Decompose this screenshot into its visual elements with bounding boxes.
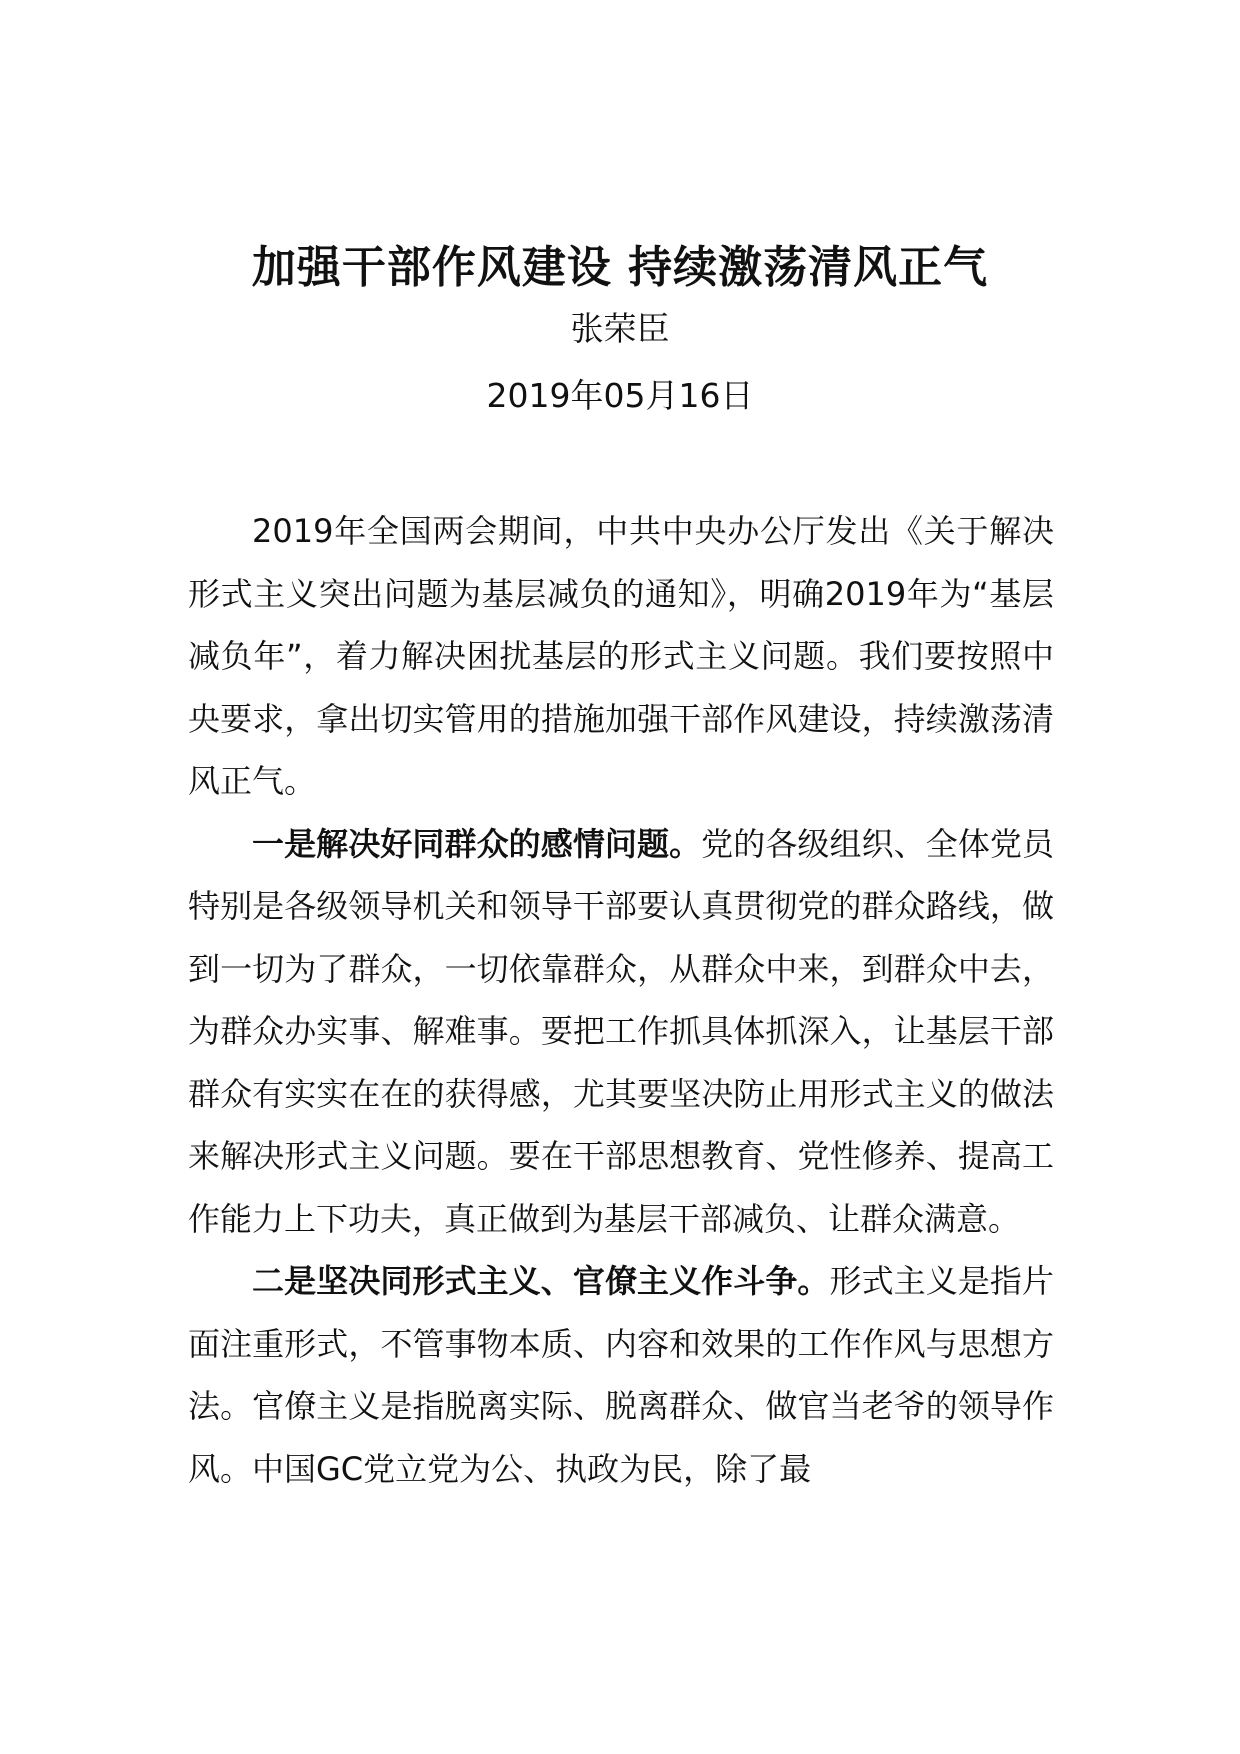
paragraph-1 bbox=[188, 500, 1054, 813]
paragraph-2-text: 党的各级组织、全体党员特别是各级领导机关和领导干部要认真贯彻党的群众路线，做到一切为了群众，一切依靠群众，从群众中来，到群众中去，为群众办实事、解难事。要把工作抓具体抓深入，让基层干部群众有实实在在的获得感，尤其要坚决防止用形式主义的做法来解决形式主义问题。要在干部思想教育、党性修养、提高工作能力上下功夫，真正做到为基层干部减负、让群众满意。 bbox=[188, 824, 1054, 1238]
document-body bbox=[188, 500, 1054, 1500]
paragraph-1-text: 2019年全国两会期间，中共中央办公厅发出《关于解决形式主义突出问题为基层减负的通知》，明确2019年为“基层减负年”，着力解决困扰基层的形式主义问题。我们要按照中央要求，拿出切实管用的措施加强干部作风建设，持续激荡清风正气。 bbox=[188, 512, 1054, 800]
paragraph-3 bbox=[188, 1250, 1054, 1500]
document-author: 张荣臣 bbox=[570, 309, 670, 348]
paragraph-2 bbox=[188, 813, 1054, 1251]
document-date: 2019年05月16日 bbox=[486, 376, 754, 415]
paragraph-2-lead: 一是解决好同群众的感情问题。 bbox=[252, 824, 702, 863]
paragraph-3-lead: 二是坚决同形式主义、官僚主义作斗争。 bbox=[252, 1262, 830, 1300]
document-title: 加强干部作风建设 持续激荡清风正气 bbox=[251, 242, 989, 293]
paragraph-3-text: 形式主义是指片面注重形式，不管事物本质、内容和效果的工作作风与思想方法。官僚主义是指脱离实际、脱离群众、做官当老爷的领导作风。中国GC党立党为公、执政为民，除了最 bbox=[188, 1262, 1054, 1488]
